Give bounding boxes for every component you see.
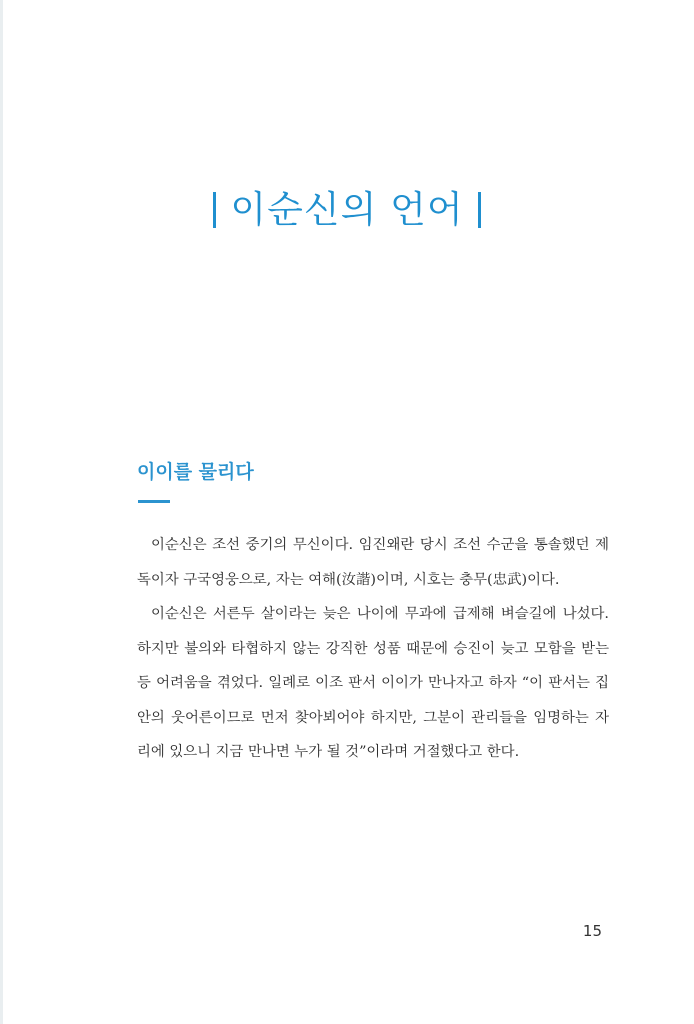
paragraph-2: 이순신은 서른두 살이라는 늦은 나이에 무과에 급제해 벼슬길에 나섰다. 하지만 불의와 타협하지 않는 강직한 성품 때문에 승진이 늦고 모함을 받는 등 어려움을 겪었다. 일례로 이조 판서 이이가 만나자고 하자 “이 판서는 집안의 웃어른이므로 먼저 찾아뵈어야 하지만, 그분이 관리들을 임명하는 자리에 있으니 지금 만나면 누가 될 것”이라며 거절했다고 한다. (137, 606, 609, 760)
chapter-title-left-bar (213, 192, 216, 228)
paragraph-1: 이순신은 조선 중기의 무신이다. 임진왜란 당시 조선 수군을 통솔했던 제독이자 구국영웅으로, 자는 여해(汝諧)이며, 시호는 충무(忠武)이다. (137, 537, 609, 588)
page-number: 15 (582, 922, 602, 940)
section-heading-underline (138, 500, 170, 503)
page-edge (0, 0, 3, 1024)
body-text (137, 528, 609, 770)
chapter-title-right-bar (478, 192, 481, 228)
chapter-title (0, 186, 694, 234)
chapter-title-text: 이순신의 언어 (230, 188, 464, 231)
section-heading: 이이를 물리다 (137, 461, 254, 483)
